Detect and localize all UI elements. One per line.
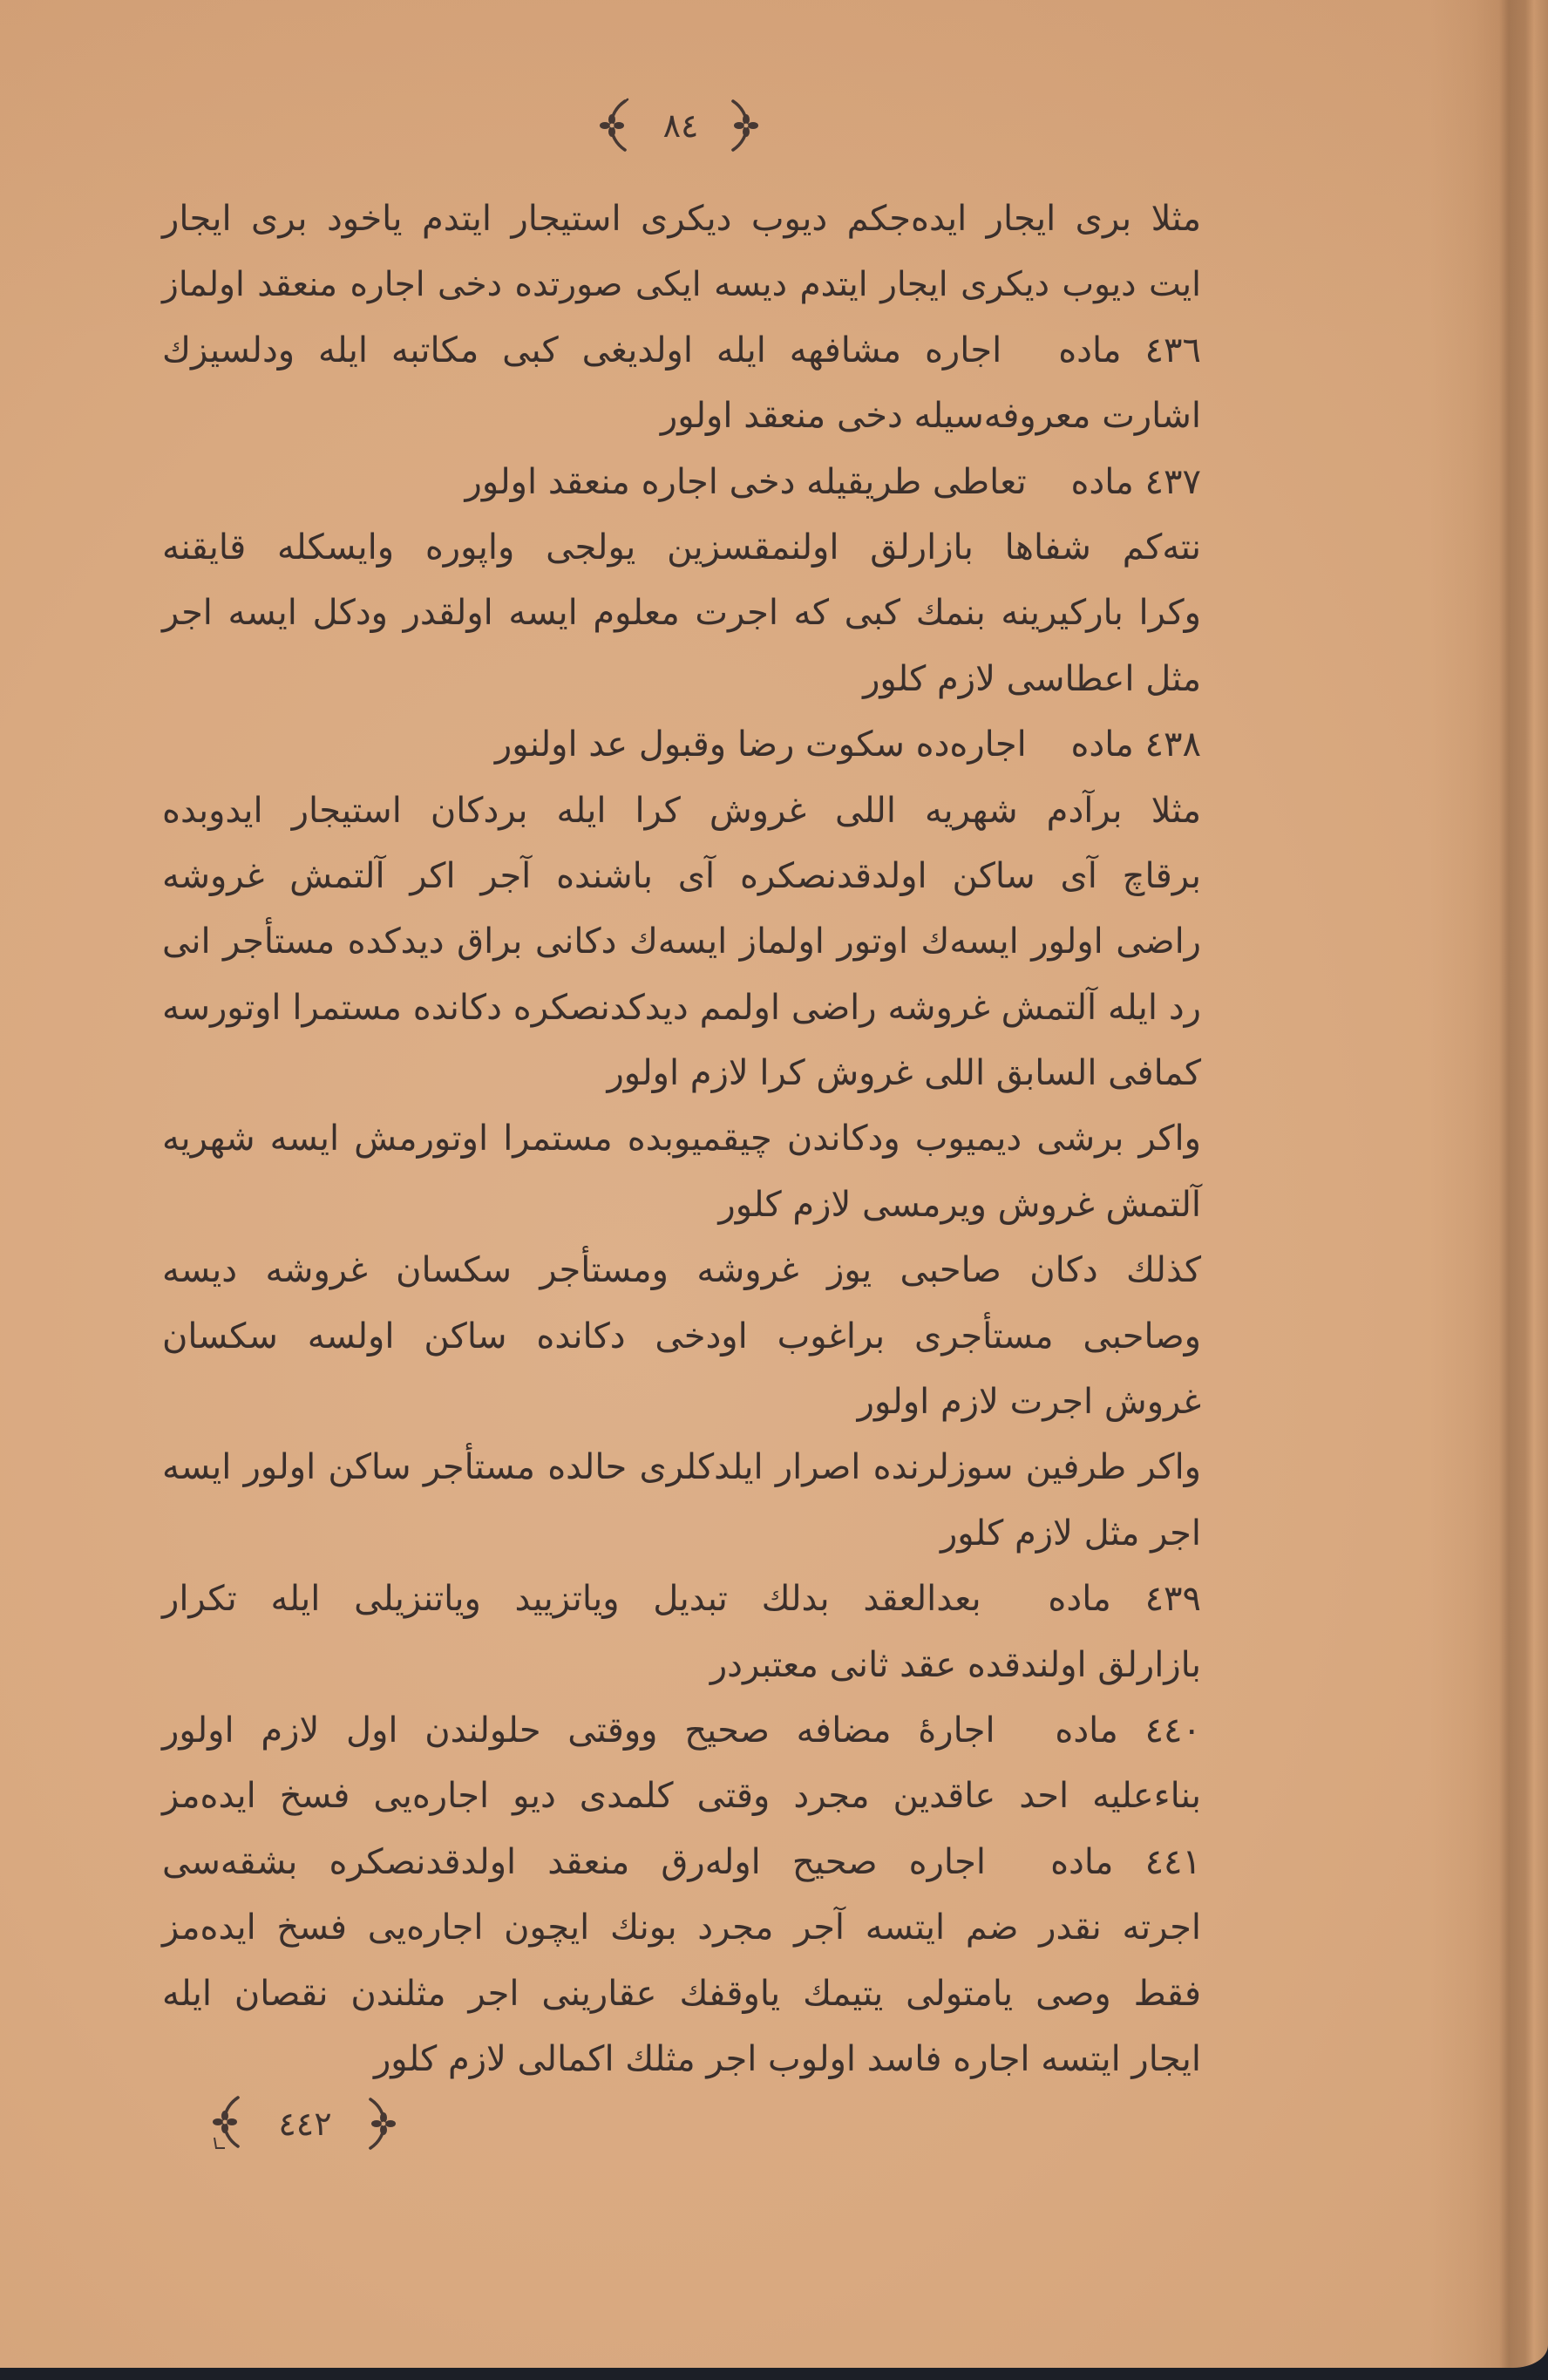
- article-number: ٤٣٩: [1144, 1579, 1202, 1620]
- text-line: [162, 1962, 1201, 2027]
- article-heading-line: [162, 712, 1201, 778]
- text-line: [162, 252, 1201, 317]
- text-line: [162, 1173, 1201, 1238]
- text-line: [162, 647, 1201, 712]
- text-line: [162, 1435, 1201, 1500]
- text-line: [162, 1238, 1201, 1303]
- text-line: [162, 1764, 1201, 1829]
- text-line: [162, 976, 1201, 1041]
- article-label: ماده: [1048, 1579, 1111, 1620]
- article-number: ٤٤١: [1144, 1841, 1202, 1882]
- article-heading-line: [162, 318, 1201, 384]
- line-text: اجاره مشافهه ایله اولدیغی کبی مکاتبه ایله ودلسیزك: [162, 330, 1002, 371]
- text-line: [162, 1370, 1201, 1435]
- text-line: [162, 909, 1201, 975]
- article-heading-line: [162, 1567, 1201, 1632]
- article-label: ماده: [1070, 724, 1134, 765]
- article-label: ماده: [1070, 461, 1134, 502]
- line-text: راضی اولور ایسه‌ك اوتور اولماز ایسه‌ك دکانی براق دیدکده مستأجر انی: [162, 921, 1201, 962]
- line-text: اجاره‌ده سکوت رضا وقبول عد اولنور: [494, 724, 1027, 765]
- text-line: [162, 187, 1201, 252]
- text-line: [162, 1895, 1201, 1961]
- page-number: ٨٤: [662, 106, 699, 145]
- page-header: [593, 94, 767, 157]
- text-line: [162, 1041, 1201, 1106]
- line-text: نته‌کم شفاها بازارلق اولنمقسزین یولجی واپوره وایسکله قایقنه: [162, 527, 1201, 568]
- article-number: ٤٣٧: [1144, 461, 1201, 502]
- catchword: [206, 2092, 406, 2155]
- text-line: [162, 1106, 1201, 1172]
- line-text: وکرا بارکیرینه بنمك کبی که اجرت معلوم ایسه اولقدر ودکل ایسه اجر: [162, 593, 1201, 634]
- article-label: ماده: [1055, 1710, 1118, 1751]
- line-text: وصاحبی مستأجری براغوب اودخی دکانده ساکن اولسه سکسان: [162, 1316, 1201, 1357]
- article-number: ٤٣٦: [1144, 330, 1201, 371]
- line-text: مثل اعطاسی لازم کلور: [863, 658, 1201, 699]
- line-text: رد ایله آلتمش غروشه راضی اولمم دیدکدنصکره دکانده مستمرا اوتورسه: [162, 987, 1201, 1028]
- text-line: [162, 779, 1201, 844]
- text-line: [162, 1501, 1201, 1567]
- article-number: ٤٣٨: [1144, 724, 1201, 765]
- article-heading-line: [162, 1698, 1201, 1764]
- line-text: ایجار ایتسه اجاره فاسد اولوب اجر مثلك اکمالی لازم کلور: [373, 2038, 1201, 2079]
- line-text: غروش اجرت لازم اولور: [857, 1382, 1201, 1423]
- text-line: [162, 515, 1201, 581]
- text-line: [162, 844, 1201, 909]
- line-text: بناءعلیه احد عاقدین مجرد وقتی کلمدی دیو اجاره‌یی فسخ ایده‌مز: [162, 1776, 1201, 1817]
- line-text: واکر طرفین سوزلرنده اصرار ایلدکلری حالده مستأجر ساکن اولور ایسه: [162, 1447, 1201, 1488]
- line-text: اجرته نقدر ضم ایتسه آجر مجرد بونك ایچون اجاره‌یی فسخ ایده‌مز: [162, 1907, 1201, 1948]
- ornament-right-icon: [725, 98, 760, 153]
- line-text: ایت دیوب دیکری ایجار ایتدم دیسه ایکی صورتده دخی اجاره منعقد اولماز: [162, 265, 1201, 305]
- article-label: ماده: [1058, 330, 1122, 371]
- line-text: مثلا بری ایجار ایده‌جکم دیوب دیکری استیجار ایتدم یاخود بری ایجار: [162, 199, 1201, 239]
- text-line: [162, 384, 1201, 449]
- article-label: ماده: [1050, 1841, 1114, 1882]
- line-text: مثلا برآدم شهریه اللی غروش کرا ایله بردکان استیجار ایدوبده: [162, 790, 1201, 831]
- text-line: [162, 2027, 1201, 2092]
- line-text: اجارهٔ مضافه صحیح ووقتی حلولندن اول لازم اولور: [162, 1710, 995, 1751]
- line-text: واکر برشی دیمیوب ودکاندن چیقمیوبده مستمرا اوتورمش ایسه شهریه: [162, 1119, 1201, 1159]
- line-text: فقط وصی یامتولی یتیمك یاوقفك عقارینی اجر مثلندن نقصان ایله: [162, 1973, 1201, 2014]
- line-text: آلتمش غروش ویرمسی لازم کلور: [718, 1184, 1201, 1225]
- line-text: بعدالعقد بدلك تبدیل ویاتزیید ویاتنزیلی ایله تکرار: [162, 1579, 981, 1620]
- line-text: کمافی السابق اللی غروش کرا لازم اولور: [607, 1053, 1201, 1094]
- ornament-right-icon: [363, 2096, 397, 2152]
- catchword-number: ٤٤٢: [278, 2105, 332, 2143]
- text-line: [162, 1304, 1201, 1370]
- article-heading-line: [162, 1830, 1201, 1895]
- article-heading-line: [162, 450, 1201, 515]
- line-text: کذلك دکان صاحبی یوز غروشه ومستأجر سکسان غروشه دیسه: [162, 1250, 1201, 1291]
- line-text: اجر مثل لازم کلور: [940, 1513, 1201, 1554]
- line-text: بازارلق اولندقده عقد ثانی معتبردر: [710, 1644, 1201, 1685]
- article-number: ٤٤٠: [1144, 1710, 1201, 1751]
- text-line: [162, 1633, 1201, 1698]
- line-text: برقاچ آی ساکن اولدقدنصکره آی باشنده آجر اکر آلتمش غروشه: [162, 855, 1201, 896]
- text-block: [162, 187, 1201, 2092]
- text-line: [162, 581, 1201, 646]
- ornament-left-icon: [598, 98, 633, 153]
- line-text: تعاطی طریقیله دخی اجاره منعقد اولور: [465, 461, 1027, 502]
- line-text: اجاره صحیح اوله‌رق منعقد اولدقدنصکره بشقه‌سی: [162, 1841, 986, 1882]
- ornament-left-icon: [211, 2094, 246, 2152]
- line-text: اشارت معروفه‌سیله دخی منعقد اولور: [660, 396, 1201, 437]
